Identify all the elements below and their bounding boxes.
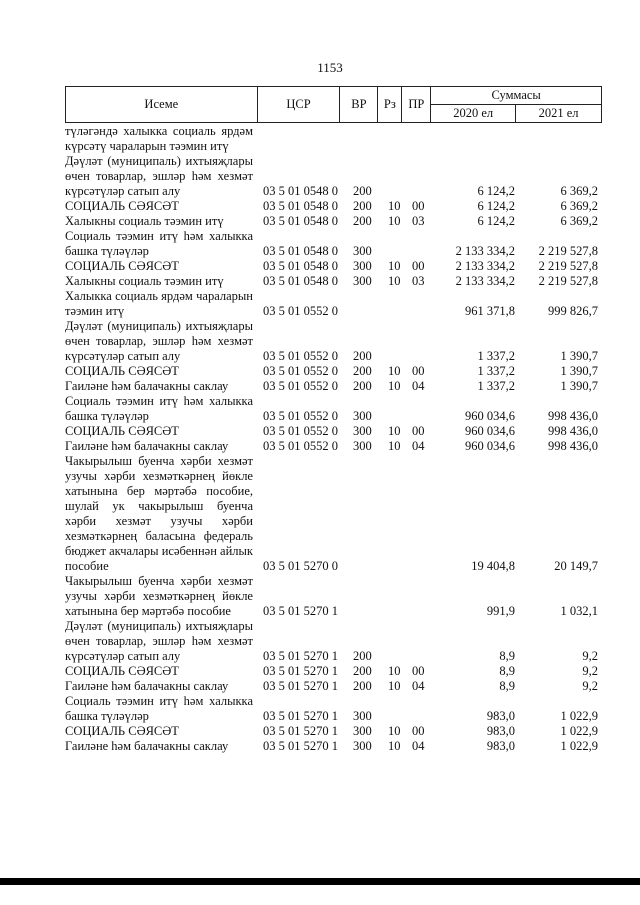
table-row <box>65 664 602 679</box>
cell-csr: 03 5 01 0552 0 <box>263 424 338 438</box>
cell-rz <box>386 619 410 664</box>
cell-v2021: 20 149,7 <box>554 559 598 573</box>
cell-v2020: 8,9 <box>499 649 515 663</box>
cell-rz: 10 <box>388 679 401 693</box>
cell-v2020: 8,9 <box>499 664 515 678</box>
cell-csr: 03 5 01 5270 1 <box>263 709 338 723</box>
cell-csr: 03 5 01 0548 0 <box>263 199 338 213</box>
cell-v2020: 2 133 334,2 <box>455 274 515 288</box>
table-row <box>65 394 602 424</box>
cell-pr <box>410 454 439 574</box>
table-row <box>65 124 602 154</box>
cell-name: СОЦИАЛЬ СӘЯСӘТ <box>65 424 179 438</box>
cell-v2020: 8,9 <box>499 679 515 693</box>
cell-name: Дәүләт (муниципаль) ихтыяҗлары өчен товарлар, эшләр һәм хезмәт күрсәтүләр сатып алу <box>65 154 253 198</box>
cell-v2021: 9,2 <box>582 679 598 693</box>
cell-vr <box>351 289 386 319</box>
cell-rz: 10 <box>388 739 401 753</box>
cell-v2021: 6 369,2 <box>560 214 598 228</box>
table-row <box>65 574 602 619</box>
cell-csr: 03 5 01 5270 1 <box>263 739 338 753</box>
cell-v2020: 1 337,2 <box>477 379 515 393</box>
cell-rz: 10 <box>388 214 401 228</box>
cell-pr: 04 <box>412 739 425 753</box>
cell-name: Гаиләне һәм балачакны саклау <box>65 739 229 753</box>
cell-rz: 10 <box>388 364 401 378</box>
cell-pr <box>410 229 439 259</box>
cell-v2020: 983,0 <box>486 709 515 723</box>
cell-v2020: 2 133 334,2 <box>455 244 515 258</box>
cell-v2021: 1 390,7 <box>560 349 598 363</box>
cell-v2021: 1 022,9 <box>560 739 598 753</box>
cell-pr <box>410 124 439 154</box>
cell-name: СОЦИАЛЬ СӘЯСӘТ <box>65 724 179 738</box>
cell-vr: 300 <box>353 724 372 738</box>
cell-v2020: 960 034,6 <box>465 424 515 438</box>
cell-pr: 04 <box>412 379 425 393</box>
table-row <box>65 454 602 574</box>
table-row <box>65 619 602 664</box>
cell-csr: 03 5 01 0548 0 <box>263 184 338 198</box>
table-row <box>65 214 602 229</box>
cell-pr <box>410 319 439 364</box>
cell-name: Гаиләне һәм балачакны саклау <box>65 439 229 453</box>
cell-vr <box>351 124 386 154</box>
cell-csr: 03 5 01 5270 1 <box>263 649 338 663</box>
cell-v2020: 991,9 <box>486 604 515 618</box>
cell-v2020: 6 124,2 <box>477 199 515 213</box>
cell-name: Халыкка социаль ярдәм чараларын тәэмин итү <box>65 289 253 318</box>
header-sums: Суммасы <box>431 87 602 105</box>
cell-pr: 00 <box>412 259 425 273</box>
cell-pr: 00 <box>412 424 425 438</box>
table-row <box>65 724 602 739</box>
cell-v2021: 2 219 527,8 <box>538 274 598 288</box>
cell-pr: 00 <box>412 199 425 213</box>
cell-pr: 00 <box>412 664 425 678</box>
cell-csr: 03 5 01 0552 0 <box>263 439 338 453</box>
cell-csr: 03 5 01 0552 0 <box>263 304 338 318</box>
cell-pr: 00 <box>412 364 425 378</box>
cell-csr: 03 5 01 5270 1 <box>263 604 338 618</box>
table-row <box>65 364 602 379</box>
cell-csr: 03 5 01 0548 0 <box>263 259 338 273</box>
header-rz: Рз <box>378 87 402 123</box>
cell-pr: 04 <box>412 679 425 693</box>
cell-vr: 200 <box>353 649 372 663</box>
cell-vr <box>351 574 386 619</box>
cell-rz: 10 <box>388 274 401 288</box>
table-row <box>65 319 602 364</box>
cell-rz: 10 <box>388 664 401 678</box>
cell-v2020: 983,0 <box>486 739 515 753</box>
table-row <box>65 694 602 724</box>
table-row <box>65 439 602 454</box>
cell-pr <box>410 154 439 199</box>
cell-csr <box>261 124 351 154</box>
cell-csr: 03 5 01 0548 0 <box>263 214 338 228</box>
cell-v2021: 9,2 <box>582 664 598 678</box>
cell-name: Гаиләне һәм балачакны саклау <box>65 679 229 693</box>
cell-v2021: 1 390,7 <box>560 364 598 378</box>
cell-v2020: 1 337,2 <box>477 349 515 363</box>
cell-vr: 200 <box>353 349 372 363</box>
cell-rz <box>386 319 410 364</box>
cell-v2020: 19 404,8 <box>471 559 515 573</box>
cell-vr: 300 <box>353 259 372 273</box>
cell-v2020: 1 337,2 <box>477 364 515 378</box>
cell-csr: 03 5 01 0552 0 <box>263 364 338 378</box>
cell-name: Чакырылыш буенча хәрби хезмәт узучы хәрби хезмәткәрнең йөкле хатынына бер мәртәбә пособие, шулай ук чакырылыш буенча хәрби хезмәт узучы хәрби хезмәткәрнең баласына федераль бюджет акчалары исәбеннән айлык пособие <box>65 454 253 573</box>
cell-name: Чакырылыш буенча хәрби хезмәт узучы хәрби хезмәткәрнең йөкле хатынына бер мәртәбә пособие <box>65 574 253 618</box>
cell-vr: 300 <box>353 274 372 288</box>
table-row <box>65 229 602 259</box>
cell-name: СОЦИАЛЬ СӘЯСӘТ <box>65 259 179 273</box>
cell-rz: 10 <box>388 439 401 453</box>
cell-v2021: 6 369,2 <box>560 184 598 198</box>
cell-rz: 10 <box>388 379 401 393</box>
cell-v2020 <box>439 124 519 154</box>
cell-vr: 300 <box>353 709 372 723</box>
cell-rz <box>386 229 410 259</box>
header-year-2021: 2021 ел <box>516 105 602 123</box>
header-pr: ПР <box>402 87 431 123</box>
cell-name: Дәүләт (муниципаль) ихтыяҗлары өчен товарлар, эшләр һәм хезмәт күрсәтүләр сатып алу <box>65 619 253 663</box>
cell-rz: 10 <box>388 259 401 273</box>
cell-name: Гаиләне һәм балачакны саклау <box>65 379 229 393</box>
table-header <box>65 86 602 123</box>
cell-rz <box>386 289 410 319</box>
table-row <box>65 199 602 214</box>
cell-pr: 00 <box>412 724 425 738</box>
cell-vr: 200 <box>353 679 372 693</box>
table-row <box>65 679 602 694</box>
cell-v2021: 2 219 527,8 <box>538 259 598 273</box>
cell-v2020: 6 124,2 <box>477 214 515 228</box>
cell-name: түләгәндә халыкка социаль ярдәм күрсәтү чараларын тәэмин итү <box>65 124 253 153</box>
cell-v2020: 960 034,6 <box>465 409 515 423</box>
cell-name: Халыкны социаль тәэмин итү <box>65 214 224 228</box>
table-row <box>65 154 602 199</box>
cell-name: Халыкны социаль тәэмин итү <box>65 274 224 288</box>
cell-pr <box>410 574 439 619</box>
cell-pr: 04 <box>412 439 425 453</box>
cell-csr: 03 5 01 0548 0 <box>263 244 338 258</box>
cell-vr: 200 <box>353 184 372 198</box>
cell-name: Социаль тәэмин итү һәм халыкка башка түләүләр <box>65 394 253 423</box>
cell-csr: 03 5 01 5270 0 <box>263 559 338 573</box>
cell-v2021 <box>519 124 602 154</box>
cell-v2021: 1 390,7 <box>560 379 598 393</box>
page-number: 1153 <box>317 60 343 75</box>
cell-csr: 03 5 01 5270 1 <box>263 724 338 738</box>
cell-csr: 03 5 01 5270 1 <box>263 664 338 678</box>
cell-vr <box>351 454 386 574</box>
cell-vr: 200 <box>353 214 372 228</box>
cell-rz: 10 <box>388 424 401 438</box>
cell-v2021: 998 436,0 <box>548 409 598 423</box>
cell-v2021: 9,2 <box>582 649 598 663</box>
cell-name: Дәүләт (муниципаль) ихтыяҗлары өчен товарлар, эшләр һәм хезмәт күрсәтүләр сатып алу <box>65 319 253 363</box>
cell-vr: 200 <box>353 199 372 213</box>
cell-csr: 03 5 01 5270 1 <box>263 679 338 693</box>
cell-v2021: 998 436,0 <box>548 424 598 438</box>
cell-rz: 10 <box>388 724 401 738</box>
cell-v2021: 999 826,7 <box>548 304 598 318</box>
cell-name: СОЦИАЛЬ СӘЯСӘТ <box>65 664 179 678</box>
header-vr: ВР <box>340 87 378 123</box>
table-row <box>65 259 602 274</box>
cell-rz <box>386 124 410 154</box>
cell-v2021: 1 022,9 <box>560 724 598 738</box>
cell-vr: 200 <box>353 664 372 678</box>
cell-rz <box>386 454 410 574</box>
header-name: Исеме <box>66 87 258 123</box>
cell-pr <box>410 289 439 319</box>
cell-vr: 200 <box>353 379 372 393</box>
header-csr: ЦСР <box>257 87 340 123</box>
cell-v2021: 1 022,9 <box>560 709 598 723</box>
cell-v2021: 6 369,2 <box>560 199 598 213</box>
cell-csr: 03 5 01 0552 0 <box>263 349 338 363</box>
cell-v2020: 960 034,6 <box>465 439 515 453</box>
cell-pr: 03 <box>412 214 425 228</box>
cell-v2020: 983,0 <box>486 724 515 738</box>
cell-name: Социаль тәэмин итү һәм халыкка башка түләүләр <box>65 694 253 723</box>
cell-v2020: 6 124,2 <box>477 184 515 198</box>
header-year-2020: 2020 ел <box>431 105 516 123</box>
cell-rz <box>386 154 410 199</box>
cell-pr <box>410 394 439 424</box>
cell-pr: 03 <box>412 274 425 288</box>
cell-v2021: 1 032,1 <box>560 604 598 618</box>
cell-pr <box>410 619 439 664</box>
cell-vr: 300 <box>353 739 372 753</box>
cell-v2020: 961 371,8 <box>465 304 515 318</box>
cell-v2020: 2 133 334,2 <box>455 259 515 273</box>
cell-v2021: 998 436,0 <box>548 439 598 453</box>
cell-vr: 200 <box>353 364 372 378</box>
cell-rz <box>386 574 410 619</box>
cell-rz: 10 <box>388 199 401 213</box>
cell-csr: 03 5 01 0552 0 <box>263 409 338 423</box>
cell-pr <box>410 694 439 724</box>
table-row <box>65 739 602 754</box>
cell-v2021: 2 219 527,8 <box>538 244 598 258</box>
cell-vr: 300 <box>353 244 372 258</box>
table-row <box>65 379 602 394</box>
cell-vr: 300 <box>353 439 372 453</box>
cell-rz <box>386 694 410 724</box>
table-row <box>65 274 602 289</box>
cell-name: Социаль тәэмин итү һәм халыкка башка түләүләр <box>65 229 253 258</box>
table-row <box>65 289 602 319</box>
cell-name: СОЦИАЛЬ СӘЯСӘТ <box>65 364 179 378</box>
cell-rz <box>386 394 410 424</box>
cell-name: СОЦИАЛЬ СӘЯСӘТ <box>65 199 179 213</box>
cell-csr: 03 5 01 0552 0 <box>263 379 338 393</box>
cell-vr: 300 <box>353 409 372 423</box>
table-row <box>65 424 602 439</box>
cell-csr: 03 5 01 0548 0 <box>263 274 338 288</box>
budget-table <box>65 124 602 754</box>
cell-vr: 300 <box>353 424 372 438</box>
scan-edge <box>0 878 640 885</box>
